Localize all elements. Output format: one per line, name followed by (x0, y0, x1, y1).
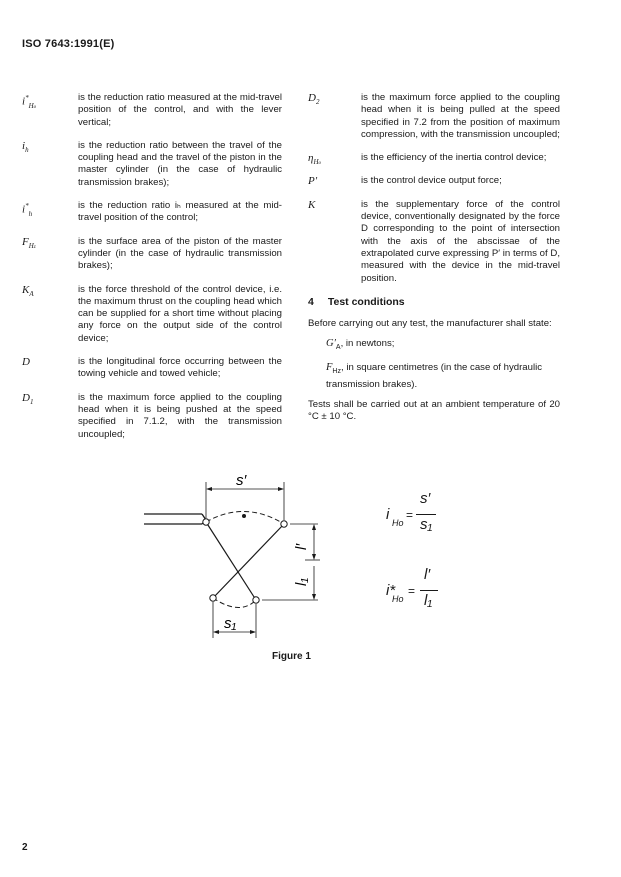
page-number: 2 (22, 842, 28, 853)
definition-p-prime (308, 175, 560, 187)
symbol: $i_h$ (22, 139, 29, 155)
symbol: $i^*_{Ho}$ (22, 94, 37, 110)
figure-1-diagram (140, 470, 460, 650)
definition-d2 (308, 92, 560, 141)
item-f-hz: $F_{Hz}$, in square centimetres (in the case of hydraulic transmission brakes). (326, 362, 543, 390)
pivot (253, 597, 259, 603)
definition-f-hz (22, 236, 282, 273)
definition-text: is the efficiency of the inertia control device; (361, 152, 547, 164)
pivot (210, 595, 216, 601)
section-closing: Tests shall be carried out at an ambient temperature of 20 °C ± 10 °C. (308, 398, 560, 423)
pivot (281, 521, 287, 527)
label-l-prime: l′ (293, 543, 310, 550)
label-s1: s₁ (224, 615, 237, 632)
definition-text: is the surface area of the piston of the master cylinder (in the case of hydraulic transmission brakes); (78, 235, 282, 272)
label-l1: l₁ (293, 577, 310, 586)
section-heading (308, 296, 560, 308)
symbol: $K_A$ (22, 283, 34, 298)
definition-text: is the maximum force applied to the coupling head when it is being pushed at the speed specified in 7.1.2, with the transmission uncoupled; (78, 391, 282, 440)
definition-k (308, 199, 560, 285)
document-header: ISO 7643:1991(E) (22, 38, 115, 50)
definition-text: is the reduction ratio between the travel of the coupling head and the travel of the piston in the master cylinder (in the case of hydraulic transmission brakes); (78, 139, 282, 188)
link-b (213, 524, 284, 598)
pivot-small (242, 514, 246, 518)
symbol: D (22, 356, 30, 369)
definition-text: is the longitudinal force occurring between the towing vehicle and towed vehicle; (78, 356, 282, 380)
definition-k-a (22, 284, 282, 345)
section-intro: Before carrying out any test, the manufacturer shall state: (308, 317, 552, 329)
symbol: K (308, 198, 316, 211)
lower-arc (213, 598, 256, 608)
definition-text: is the supplementary force of the control device, conventionally designated by the force D corresponding to the point of intersection with the axis of the abscissae of the extrapolated curve expressing P′ in terms of D, measured with the device in the mid-travel position. (361, 198, 560, 284)
symbol: $i^*_h$ (22, 202, 33, 218)
definition-eta-ho (308, 152, 560, 167)
symbol: $D_1$ (22, 391, 34, 406)
definition-d1 (22, 392, 282, 441)
definition-i-ho-star (22, 92, 282, 129)
symbol: P′ (308, 175, 318, 188)
symbol: $D_2$ (308, 92, 320, 107)
pivot (203, 519, 209, 525)
item-g-a: $G'_A$, in newtons; (326, 338, 395, 352)
symbol: $F_{Hz}$ (22, 235, 36, 250)
section-number: 4 (308, 295, 314, 308)
definition-text: is the force threshold of the control device, i.e. the maximum thrust on the coupling head which can be supplied for a short time without placing any force on the output side of the control device; (78, 283, 282, 344)
left-column (22, 92, 282, 452)
symbol: $\eta_{Ho}$ (308, 152, 322, 167)
section-title: Test conditions (327, 295, 405, 308)
definition-text: is the maximum force applied to the coupling head when it is being pulled at the speed specified in 7.2 from the position of maximum compression, with the transmission uncoupled; (361, 92, 560, 140)
definition-i-h-star (22, 200, 282, 225)
figure-caption: Figure 1 (272, 651, 311, 662)
right-column (308, 92, 560, 431)
definition-text: is the reduction ratio iₕ measured at the mid-travel position of the control; (78, 200, 282, 224)
definition-d (22, 356, 282, 381)
definition-text: is the reduction ratio measured at the mid-travel position of the control, and with the lever vertical; (78, 92, 282, 128)
definition-i-h (22, 140, 282, 189)
upper-arc (206, 511, 284, 524)
label-s-prime: s′ (236, 472, 247, 489)
dimension-l (262, 524, 320, 600)
definition-text: is the control device output force; (361, 175, 502, 187)
rod (144, 514, 206, 524)
